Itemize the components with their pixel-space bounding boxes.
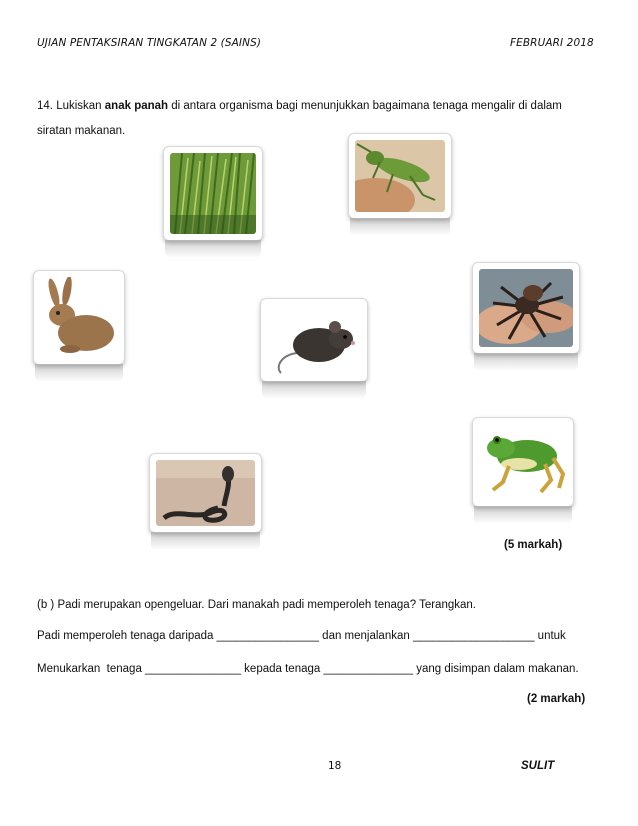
spider-reflection [474, 353, 578, 371]
frog-image [479, 424, 567, 500]
header-date: FEBRUARI 2018 [510, 37, 594, 49]
snake-image [156, 460, 255, 526]
spider-card [472, 262, 580, 354]
frog-card [472, 417, 574, 507]
grasshopper-card [348, 133, 452, 219]
footer-label: SULIT [521, 760, 555, 772]
grasshopper-reflection [350, 218, 450, 236]
snake-card [149, 453, 262, 533]
rat-card [260, 298, 368, 382]
part-b-answer-line-1: Padi memperoleh tenaga daripada ________________ dan menjalankan ___________________ untuk [37, 630, 566, 642]
spider-image [479, 269, 573, 347]
rabbit-reflection [35, 364, 123, 382]
marks-part-a: (5 markah) [504, 539, 563, 551]
part-b-question: (b ) Padi merupakan opengeluar. Dari manakah padi memperoleh tenaga? Terangkan. [37, 599, 476, 611]
question-text-pre: Lukiskan [53, 100, 105, 112]
rat-reflection [262, 381, 366, 399]
paddy-reflection [165, 240, 261, 258]
question-text-post: di antara organisma bagi menunjukkan bagaimana tenaga mengalir di dalam siratan makanan. [37, 100, 562, 137]
question-14 [37, 94, 597, 144]
page-number: 18 [328, 760, 342, 772]
snake-reflection [151, 532, 260, 550]
paddy-image [170, 153, 256, 234]
part-b-answer-line-2: Menukarkan tenaga _______________ kepada tenaga ______________ yang disimpan dalam makanan. [37, 663, 579, 675]
frog-reflection [474, 506, 572, 524]
rat-image [267, 305, 361, 375]
grasshopper-image [355, 140, 445, 212]
rabbit-card [33, 270, 125, 365]
marks-part-b: (2 markah) [527, 693, 586, 705]
question-number: 14. [37, 100, 53, 112]
question-bold-term: anak panah [104, 100, 169, 112]
header-title: UJIAN PENTAKSIRAN TINGKATAN 2 (SAINS) [37, 37, 262, 49]
paddy-card [163, 146, 263, 241]
rabbit-image [40, 277, 118, 358]
